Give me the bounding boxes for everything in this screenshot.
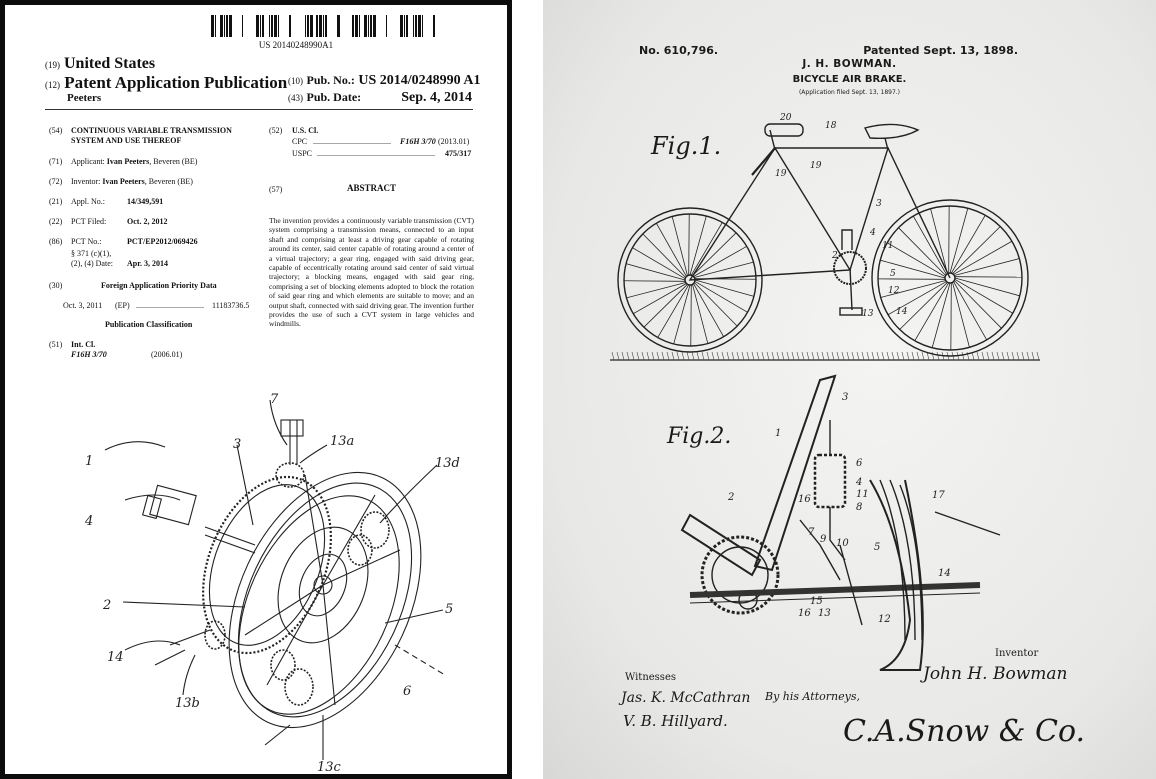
country-name: United States [64,55,156,72]
country-line [45,55,155,73]
fig1-label-14: 14 [896,307,908,317]
cvt-label-3: 3 [233,437,242,452]
pct-filed-value: Oct. 2, 2012 [127,217,168,226]
inventor-line: Inventor: Ivan Peeters, Beveren (BE) [71,177,193,186]
witness-2-signature: V. B. Hillyard. [623,712,728,730]
bicycle-drawings [543,0,1156,779]
pub-no-code: (10) [288,76,303,86]
type-code: (12) [45,80,60,90]
uspc-value: 475/317 [445,149,472,158]
cvt-label-7: 7 [270,392,279,407]
invention-title: CONTINUOUS VARIABLE TRANSMISSION SYSTEM AND USE THEREOF [71,126,232,145]
pct-no-label: PCT No.: [71,237,102,246]
foreign-code: (30) [49,281,63,290]
fig1-label-13: 13 [862,309,874,319]
foreign-dots: .................................. [136,301,204,310]
pub-no-label: Pub. No.: [306,73,355,87]
fig1-label-18: 18 [825,121,837,131]
intcl-class: F16H 3/70 [71,350,107,359]
fig1-label-19a: 19 [775,169,787,179]
patent-number: No. 610,796. [639,44,719,57]
fig1-label-11: 11 [882,241,894,251]
witnesses-label: Witnesses [625,672,676,683]
attorneys-label: By his Attorneys, [765,690,860,703]
cvt-label-14: 14 [107,650,124,665]
cvt-label-13b: 13b [175,696,200,711]
fig2-label-17: 17 [932,490,945,501]
inventor-heading: J. H. BOWMAN. [802,58,897,70]
title-code: (54) [49,126,63,135]
pub-date-code: (43) [288,93,303,103]
inventor-code: (72) [49,177,63,186]
fig2-label-7: 7 [808,527,815,538]
cvt-label-13d: 13d [435,456,460,471]
cvt-label-1: 1 [85,454,94,469]
abstract-code: (57) [269,185,283,194]
appl-label: Appl. No.: [71,197,105,206]
fig1-label-4: 4 [870,228,876,238]
cpc-label: CPC [292,137,308,146]
foreign-number: 11183736.5 [212,301,250,310]
cvt-label-2: 2 [103,598,112,613]
uscl-code: (52) [269,126,283,135]
fig2-label-2: 2 [728,492,735,503]
fig1-label-19b: 19 [810,161,822,171]
fig2-label-9: 9 [820,534,827,545]
pub-number-line [288,73,480,89]
uspc-dots: ........................................................... [317,149,435,158]
s371-value: Apr. 3, 2014 [127,259,169,268]
pct-no-code: (86) [49,237,63,246]
abstract-text: The invention provides a continuously variable transmission (CVT) system comprising a transmission means, connected to an input shaft and comprising at least a driving gear capable of rotating around its center, said center capable of rotating around a center of a virtual trajectory; a gear ring, engaged with said driving gear, capable of eccentrically rotating around said center of said virtual trajectory; a blocking means, engaged with said gear ring, comprising a set of blocking elements adopted to block the rotation of said gear ring and which elements are suitable to move; and an output shaft, connected with said driving gear. The invention further provides the use of such a CVT system in large vehicles and windmills. [269,216,474,329]
country-code: (19) [45,60,60,70]
appl-code: (21) [49,197,63,206]
cvt-label-6: 6 [403,684,412,699]
fig2-label-8: 8 [856,502,863,513]
uscl-label: U.S. Cl. [292,126,319,135]
bicycle-air-brake-patent [543,0,1156,779]
intcl-year: (2006.01) [151,350,183,359]
pct-filed-label: PCT Filed: [71,217,107,226]
patented-date: Patented Sept. 13, 1898. [863,44,1018,57]
cpc-year: (2013.01) [438,137,470,146]
pct-no-value: PCT/EP2012/069426 [127,237,198,246]
fig2-label-1: 1 [775,428,782,439]
fig2-label-13: 13 [818,608,831,619]
foreign-date: Oct. 3, 2011 [63,301,103,310]
uspc-label: USPC [292,149,313,158]
invention-title: BICYCLE AIR BRAKE. [792,74,907,85]
cvt-label-4: 4 [85,514,94,529]
appl-value: 14/349,591 [127,197,164,206]
fig2-label-5: 5 [874,542,881,553]
fig2-label-4: 4 [856,477,863,488]
foreign-title: Foreign Application Priority Data [101,281,217,290]
cpc-dots: ....................................... [313,137,391,146]
fig2-label-10: 10 [836,538,849,549]
attorney-signature: C.A.Snow & Co. [843,714,1086,749]
fig2-label-3: 3 [842,392,849,403]
pct-filed-code: (22) [49,217,63,226]
fig2-label-11: 11 [856,489,869,500]
fig1-label-2: 2 [832,251,838,261]
inventor-signature: John H. Bowman [923,664,1068,684]
abstract-title: ABSTRACT [347,183,397,193]
s371-line1: § 371 (c)(1), [71,249,112,258]
fig1-label-12: 12 [888,286,900,296]
fig2-label-14: 14 [938,568,951,579]
cvt-drawing [65,385,485,779]
publication-type: Patent Application Publication [64,73,288,92]
applicant-line: Applicant: Ivan Peeters, Beveren (BE) [71,157,198,166]
fig2-caption: Fig.2. [667,424,732,449]
fig1-label-5: 5 [890,269,896,279]
fig2-label-15: 15 [810,596,823,607]
patent-application-page [0,0,512,779]
fig1-label-3: 3 [876,199,882,209]
foreign-office: (EP) [115,301,130,310]
inventor-label: Inventor [995,648,1039,659]
cvt-label-5: 5 [445,602,454,617]
s371-line2: (2), (4) Date: [71,259,113,268]
header-rule [45,109,473,110]
barcode-number: US 20140248990A1 [258,40,334,50]
intcl-code: (51) [49,340,63,349]
cvt-label-13a: 13a [330,434,355,449]
application-date: (Application filed Sept. 13, 1897.) [798,89,901,96]
pub-date-value: Sep. 4, 2014 [401,90,472,105]
fig2-label-16b: 16 [798,608,811,619]
fig2-label-6: 6 [856,458,863,469]
fig2-label-12: 12 [878,614,891,625]
pub-date-line [288,90,472,106]
publication-type-line [45,73,287,93]
pub-no-value: US 2014/0248990 A1 [358,73,481,88]
fig1-caption: Fig.1. [651,132,722,160]
fig1-label-20: 20 [780,113,792,123]
fig2-label-16a: 16 [798,494,811,505]
applicant-code: (71) [49,157,63,166]
pub-date-label: Pub. Date: [306,90,362,104]
cvt-label-13c: 13c [317,760,341,775]
pub-class-title: Publication Classification [105,320,193,329]
cpc-value: F16H 3/70 [400,137,436,146]
intcl-label: Int. Cl. [71,340,96,349]
witness-1-signature: Jas. K. McCathran [621,690,751,706]
barcode [211,15,437,37]
inventor-short: Peeters [67,92,102,104]
